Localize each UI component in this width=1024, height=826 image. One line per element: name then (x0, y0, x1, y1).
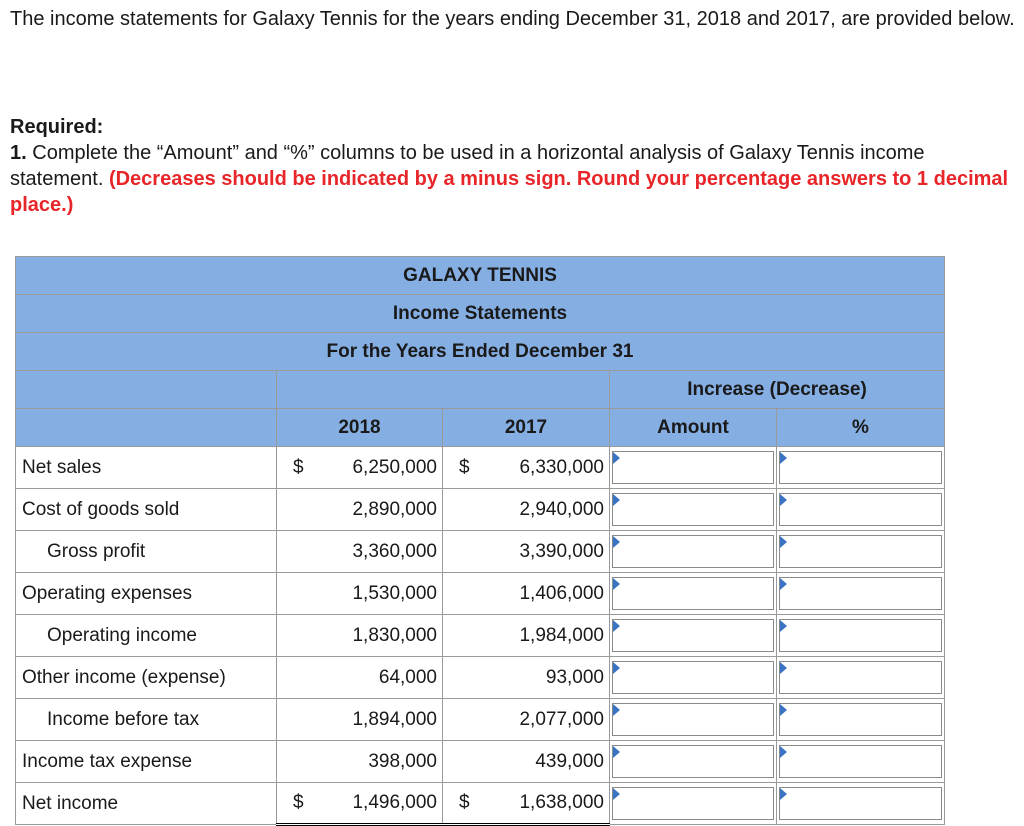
amount-input[interactable] (613, 788, 773, 819)
blank-header-cell (277, 371, 610, 409)
company-name: GALAXY TENNIS (16, 257, 945, 295)
required-heading: Required: (10, 116, 104, 138)
input-flag-icon (780, 620, 787, 632)
col-header-2018: 2018 (277, 409, 443, 447)
percent-input[interactable] (780, 746, 941, 777)
percent-input[interactable] (780, 578, 941, 609)
input-flag-icon (780, 662, 787, 674)
amount-cell (610, 783, 777, 825)
amount-input[interactable] (613, 578, 773, 609)
value-2018: 398,000 (277, 741, 443, 783)
input-flag-icon (613, 452, 620, 464)
currency-symbol: $ (459, 456, 470, 478)
input-flag-icon (613, 578, 620, 590)
percent-input[interactable] (780, 788, 941, 819)
amount-cell (610, 615, 777, 657)
table-row (16, 783, 945, 825)
value-2017: 93,000 (443, 657, 610, 699)
percent-cell (777, 615, 945, 657)
input-flag-icon (613, 746, 620, 758)
input-flag-icon (780, 536, 787, 548)
input-flag-icon (613, 536, 620, 548)
increase-decrease-header: Increase (Decrease) (610, 371, 945, 409)
amount-input[interactable] (613, 746, 773, 777)
percent-input[interactable] (780, 536, 941, 567)
percent-input[interactable] (780, 662, 941, 693)
value-2018: 1,496,000 (352, 792, 437, 813)
col-header-percent: % (777, 409, 945, 447)
table-row (16, 657, 945, 699)
value-2017: 1,638,000 (519, 792, 604, 813)
row-label: Income tax expense (16, 741, 277, 783)
table-row (16, 531, 945, 573)
required-number: 1. (10, 142, 27, 164)
input-flag-icon (613, 620, 620, 632)
value-2017: 6,330,000 (519, 456, 604, 478)
percent-cell (777, 447, 945, 489)
amount-input[interactable] (613, 452, 773, 483)
row-label: Other income (expense) (16, 657, 277, 699)
percent-cell (777, 741, 945, 783)
percent-cell (777, 531, 945, 573)
amount-cell (610, 531, 777, 573)
value-2017: 3,390,000 (443, 531, 610, 573)
value-2017-cell (443, 783, 610, 825)
input-flag-icon (780, 452, 787, 464)
input-flag-icon (613, 788, 620, 800)
currency-symbol: $ (293, 456, 304, 478)
percent-input[interactable] (780, 494, 941, 525)
required-section (10, 114, 1020, 218)
value-2018-cell (277, 447, 443, 489)
amount-cell (610, 657, 777, 699)
title-header-row (16, 295, 945, 333)
value-2018: 64,000 (277, 657, 443, 699)
col-header-2017: 2017 (443, 409, 610, 447)
input-flag-icon (613, 704, 620, 716)
amount-cell (610, 573, 777, 615)
table-row (16, 699, 945, 741)
amount-cell (610, 741, 777, 783)
value-2018: 1,530,000 (277, 573, 443, 615)
amount-cell (610, 699, 777, 741)
row-label: Income before tax (16, 699, 277, 741)
input-flag-icon (780, 494, 787, 506)
row-label: Net income (16, 783, 277, 825)
col-header-amount: Amount (610, 409, 777, 447)
value-2018: 2,890,000 (277, 489, 443, 531)
percent-cell (777, 489, 945, 531)
percent-input[interactable] (780, 704, 941, 735)
value-2017: 1,984,000 (443, 615, 610, 657)
table-row (16, 573, 945, 615)
amount-input[interactable] (613, 494, 773, 525)
table-row (16, 447, 945, 489)
percent-cell (777, 573, 945, 615)
currency-symbol: $ (293, 792, 304, 813)
group-header-row (16, 371, 945, 409)
blank-header-cell (16, 409, 277, 447)
percent-cell (777, 657, 945, 699)
column-header-row (16, 409, 945, 447)
percent-cell (777, 699, 945, 741)
statement-period: For the Years Ended December 31 (16, 333, 945, 371)
value-2018: 1,894,000 (277, 699, 443, 741)
amount-cell (610, 489, 777, 531)
value-2017: 439,000 (443, 741, 610, 783)
table-row (16, 741, 945, 783)
amount-input[interactable] (613, 704, 773, 735)
currency-symbol: $ (459, 792, 470, 813)
value-2017: 2,940,000 (443, 489, 610, 531)
value-2017-cell (443, 447, 610, 489)
required-instruction-block (10, 140, 1020, 218)
table-row (16, 615, 945, 657)
value-2018: 1,830,000 (277, 615, 443, 657)
input-flag-icon (780, 788, 787, 800)
value-2018-cell (277, 783, 443, 825)
value-2017: 1,406,000 (443, 573, 610, 615)
percent-cell (777, 783, 945, 825)
input-flag-icon (780, 704, 787, 716)
input-flag-icon (780, 578, 787, 590)
amount-input[interactable] (613, 536, 773, 567)
input-flag-icon (780, 746, 787, 758)
input-flag-icon (613, 662, 620, 674)
table-row (16, 489, 945, 531)
input-flag-icon (613, 494, 620, 506)
percent-input[interactable] (780, 620, 941, 651)
percent-input[interactable] (780, 452, 941, 483)
required-instruction: Complete the “Amount” and “%” columns to be used in a horizontal analysis of Galaxy Tennis income statement. (10, 142, 925, 190)
row-label: Operating expenses (16, 573, 277, 615)
amount-input[interactable] (613, 662, 773, 693)
amount-input[interactable] (613, 620, 773, 651)
intro-text: The income statements for Galaxy Tennis for the years ending December 31, 2018 and 2017, are provided below. (10, 8, 1015, 30)
row-label: Cost of goods sold (16, 489, 277, 531)
value-2018: 6,250,000 (352, 456, 437, 478)
row-label: Net sales (16, 447, 277, 489)
row-label: Operating income (16, 615, 277, 657)
required-note: (Decreases should be indicated by a minus sign. Round your percentage answers to 1 decimal place.) (10, 168, 1009, 216)
value-2018: 3,360,000 (277, 531, 443, 573)
statement-title: Income Statements (16, 295, 945, 333)
company-header-row (16, 257, 945, 295)
amount-cell (610, 447, 777, 489)
blank-header-cell (16, 371, 277, 409)
problem-intro (10, 6, 1020, 32)
row-label: Gross profit (16, 531, 277, 573)
income-statement-table (15, 256, 945, 826)
value-2017: 2,077,000 (443, 699, 610, 741)
period-header-row (16, 333, 945, 371)
